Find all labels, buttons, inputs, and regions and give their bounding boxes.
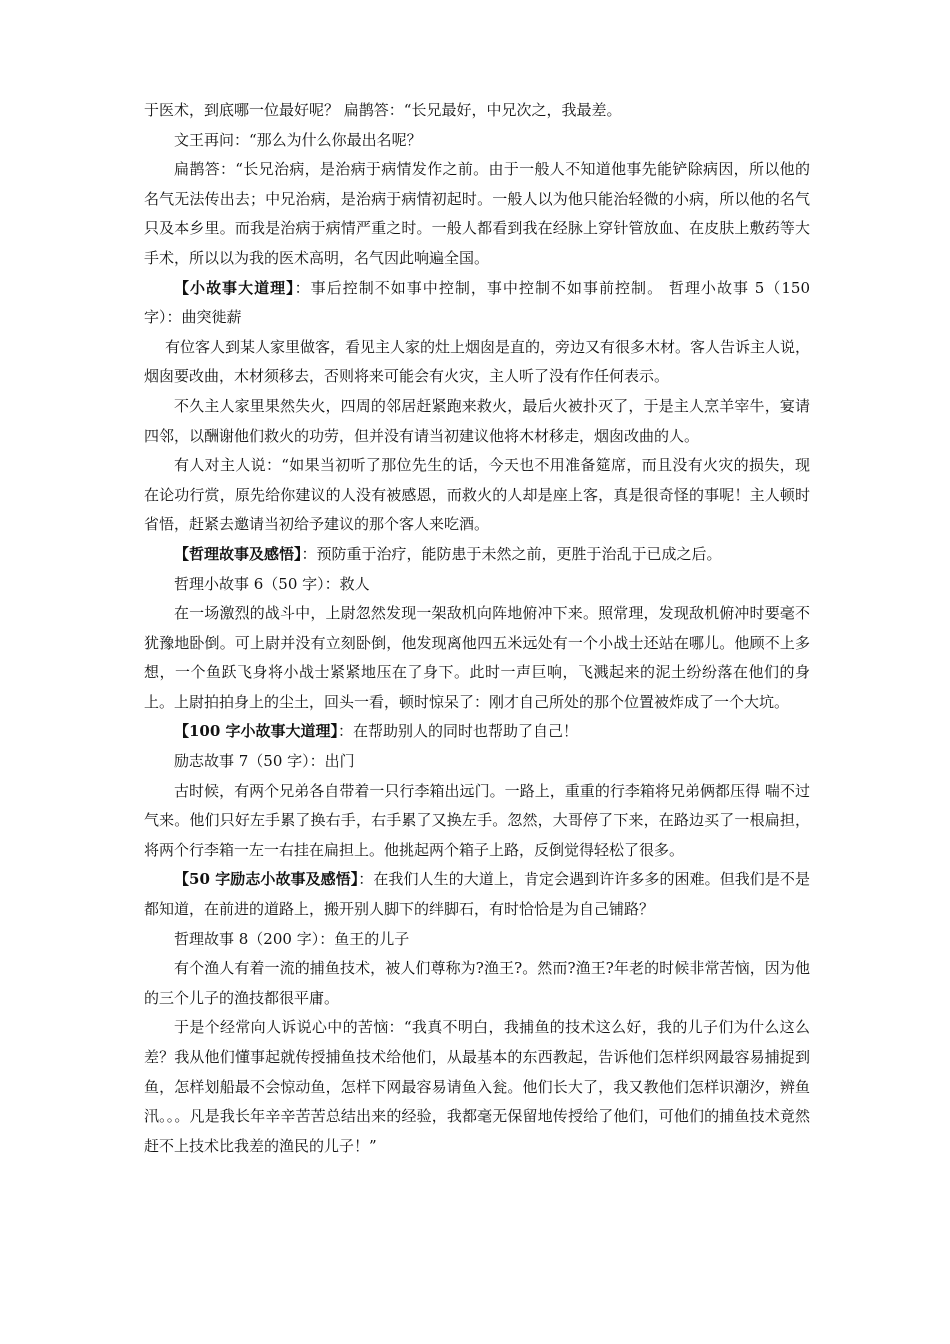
paragraph-text: 于是个经常向人诉说心中的苦恼：“我真不明白，我捕鱼的技术这么好，我的儿子们为什么这么差？我从他们懂事起就传授捕鱼技术给他们，从最基本的东西教起，告诉他们怎样织网最容易捕捉到鱼，怎样划船最不会惊动鱼，怎样下网最容易请鱼入瓮。他们长大了，我又教他们怎样识潮汐，辨鱼汛。。。凡是我长年辛辛苦苦总结出来的经验，我都毫无保留地传授给了他们，可他们的捕鱼技术竟然赶不上技术比我差的渔民的儿子！” xyxy=(144,1018,810,1155)
paragraph-text: 古时候，有两个兄弟各自带着一只行李箱出远门。一路上，重重的行李箱将兄弟俩都压得 喘不过气来。他们只好左手累了换右手，右手累了又换左手。忽然，大哥停了下来，在路边买了一根扁担，将两个行李箱一左一右挂在扁担上。他挑起两个箱子上路，反倒觉得轻松了很多。 xyxy=(144,781,810,859)
paragraph-heading: 【小故事大道理】 xyxy=(174,278,295,297)
paragraph-text: 励志故事 7（50 字）：出门 xyxy=(174,752,355,771)
paragraph-3 xyxy=(144,155,810,273)
paragraph-text: 有个渔人有着一流的捕鱼技术，被人们尊称为?渔王?。然而?渔王?年老的时候非常苦恼，因为他的三个儿子的渔技都很平庸。 xyxy=(144,959,810,1007)
paragraph-text: ：预防重于治疗，能防患于未然之前，更胜于治乱于已成之后。 xyxy=(301,544,722,563)
paragraph-text: 不久主人家里果然失火，四周的邻居赶紧跑来救火，最后火被扑灭了，于是主人烹羊宰牛，宴请四邻，以酬谢他们救火的功劳，但并没有请当初建议他将木材移走，烟囱改曲的人。 xyxy=(144,396,810,445)
paragraph-heading: 【哲理故事及感悟】 xyxy=(174,544,302,563)
paragraph-text: 扁鹊答：“长兄治病，是治病于病情发作之前。由于一般人不知道他事先能铲除病因，所以他的名气无法传出去；中兄治病，是治病于病情初起时。一般人以为他只能治轻微的小病，所以他的名气只及本乡里。而我是治病于病情严重之时。一般人都看到我在经脉上穿针管放血、在皮肤上敷药等大手术，所以以为我的医术高明，名气因此响遍全国。 xyxy=(144,160,810,267)
paragraph-text: 有人对主人说：“如果当初听了那位先生的话，今天也不用准备筵席，而且没有火灾的损失，现在论功行赏，原先给你建议的人没有被感恩，而救火的人却是座上客，真是很奇怪的事呢！主人顿时省悟，赶紧去邀请当初给予建议的那个客人来吃酒。 xyxy=(144,456,810,534)
paragraph-text: 文王再问：“那么为什么你最出名呢？ xyxy=(174,130,422,149)
paragraph-heading: 【100 字小故事大道理】 xyxy=(174,722,339,741)
paragraph-text: 有位客人到某人家里做客，看见主人家的灶上烟囱是直的，旁边又有很多木材。客人告诉主人说，烟囱要改曲，木材须移去，否则将来可能会有火灾，主人听了没有作任何表示。 xyxy=(144,337,811,386)
paragraph-text: 哲理故事 8（200 字）：鱼王的儿子 xyxy=(174,929,410,948)
paragraph-7 xyxy=(144,451,810,540)
paragraph-12 xyxy=(144,747,810,777)
paragraph-text: ：在帮助别人的同时也帮助了自己！ xyxy=(338,722,579,741)
paragraph-11 xyxy=(144,717,810,747)
paragraph-5 xyxy=(144,333,810,392)
paragraph-8 xyxy=(144,540,810,570)
paragraph-17 xyxy=(144,1013,810,1161)
paragraph-16 xyxy=(144,954,810,1013)
paragraph-4 xyxy=(144,274,810,333)
paragraph-text: 哲理小故事 6（50 字）：救人 xyxy=(174,574,370,593)
paragraph-6 xyxy=(144,392,810,451)
paragraph-1 xyxy=(144,96,810,126)
paragraph-9 xyxy=(144,570,810,600)
paragraph-14 xyxy=(144,865,810,924)
paragraph-text: ：在我们人生的大道上，肯定会遇到许许多多的困难。但我们是不是都知道，在前进的道路上，搬开别人脚下的绊脚石，有时恰恰是为自己铺路？ xyxy=(144,870,810,919)
paragraph-text: 在一场激烈的战斗中，上尉忽然发现一架敌机向阵地俯冲下来。照常理，发现敌机俯冲时要毫不犹豫地卧倒。可上尉并没有立刻卧倒，他发现离他四五米远处有一个小战士还站在哪儿。他顾不上多想，一个鱼跃飞身将小战士紧紧地压在了身下。此时一声巨响，飞溅起来的泥土纷纷落在他们的身上。上尉拍拍身上的尘土，回头一看，顿时惊呆了：刚才自己所处的那个位置被炸成了一个大坑。 xyxy=(144,604,810,711)
paragraph-13 xyxy=(144,777,810,866)
paragraph-heading: 【50 字励志小故事及感悟】 xyxy=(174,870,359,889)
paragraph-15 xyxy=(144,925,810,955)
paragraph-text: 于医术，到底哪一位最好呢？ 扁鹊答：“长兄最好，中兄次之，我最差。 xyxy=(144,101,622,119)
paragraph-10 xyxy=(144,599,810,717)
paragraph-2 xyxy=(144,126,810,156)
paragraph-text: ：事后控制不如事中控制，事中控制不如事前控制。 哲理小故事 5（150 字）：曲突徙薪 xyxy=(144,278,810,327)
